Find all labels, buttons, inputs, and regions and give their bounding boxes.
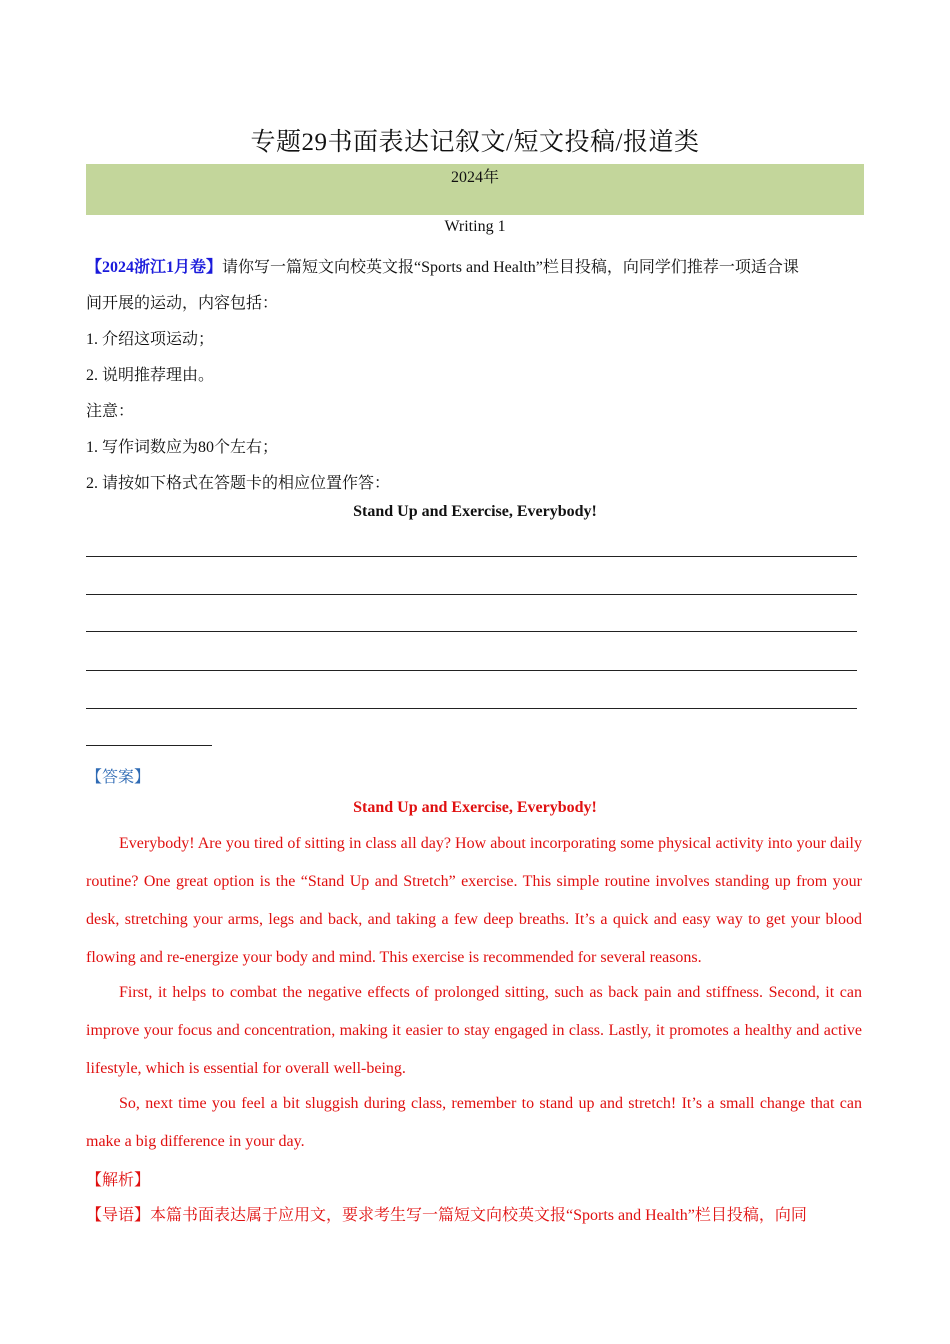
- source-tag: 【2024浙江1月卷】: [86, 259, 223, 276]
- writing-label: Writing 1: [444, 218, 506, 235]
- answer-paragraph: Everybody! Are you tired of sitting in class all day? How about incorporating some physical activity into your daily routine? One great option is the “Stand Up and Stretch” exercise. This simple routine involves standing up from your desk, stretching your arms, legs and back, and taking a few deep breaths. It’s a quick and easy way to get your blood flowing and re-energize your body and mind. This exercise is recommended for several reasons.: [86, 835, 862, 966]
- question-prompt: [86, 250, 864, 286]
- note-2: 2. 请按如下格式在答题卡的相应位置作答：: [86, 475, 391, 492]
- page-title: 专题29书面表达记叙文/短文投稿/报道类: [250, 129, 700, 156]
- answer-blank-line: [86, 556, 857, 557]
- notes-label: 注意：: [86, 403, 135, 420]
- answer-title: Stand Up and Exercise, Everybody!: [353, 799, 597, 816]
- answer-paragraph: So, next time you feel a bit sluggish during class, remember to stand up and stretch! It’s a small change that can make a big difference in your day.: [86, 1095, 862, 1150]
- answer-blank-line: [86, 670, 857, 671]
- answer-blank-line: [86, 594, 857, 595]
- answer-paragraph: First, it helps to combat the negative effects of prolonged sitting, such as back pain and stiffness. Second, it can improve your focus and concentration, making it easier to stay engaged in class. Lastly, it promotes a healthy and active lifestyle, which is essential for overall well-being.: [86, 984, 862, 1077]
- question-block: [86, 250, 864, 502]
- answer-blank-line: [86, 708, 857, 709]
- year-band: 2024年: [86, 164, 864, 215]
- answer-body: [86, 825, 862, 1161]
- requirement-1: 1. 介绍这项运动；: [86, 331, 215, 348]
- requirement-2: 2. 说明推荐理由。: [86, 367, 215, 384]
- essay-title: Stand Up and Exercise, Everybody!: [353, 503, 597, 520]
- answer-blank-line: [86, 631, 857, 632]
- prompt-line-1: 请你写一篇短文向校英文报“Sports and Health”栏目投稿，向同学们推荐一项适合课: [222, 259, 799, 276]
- answer-blank-line-short: [86, 745, 212, 746]
- answer-label: 【答案】: [86, 769, 151, 786]
- guide-text: 【导语】本篇书面表达属于应用文，要求考生写一篇短文向校英文报“Sports and Health”栏目投稿，向同: [86, 1207, 807, 1224]
- prompt-line-2: 间开展的运动，内容包括：: [86, 295, 279, 312]
- note-1: 1. 写作词数应为80个左右；: [86, 439, 279, 456]
- analysis-label: 【解析】: [86, 1172, 151, 1189]
